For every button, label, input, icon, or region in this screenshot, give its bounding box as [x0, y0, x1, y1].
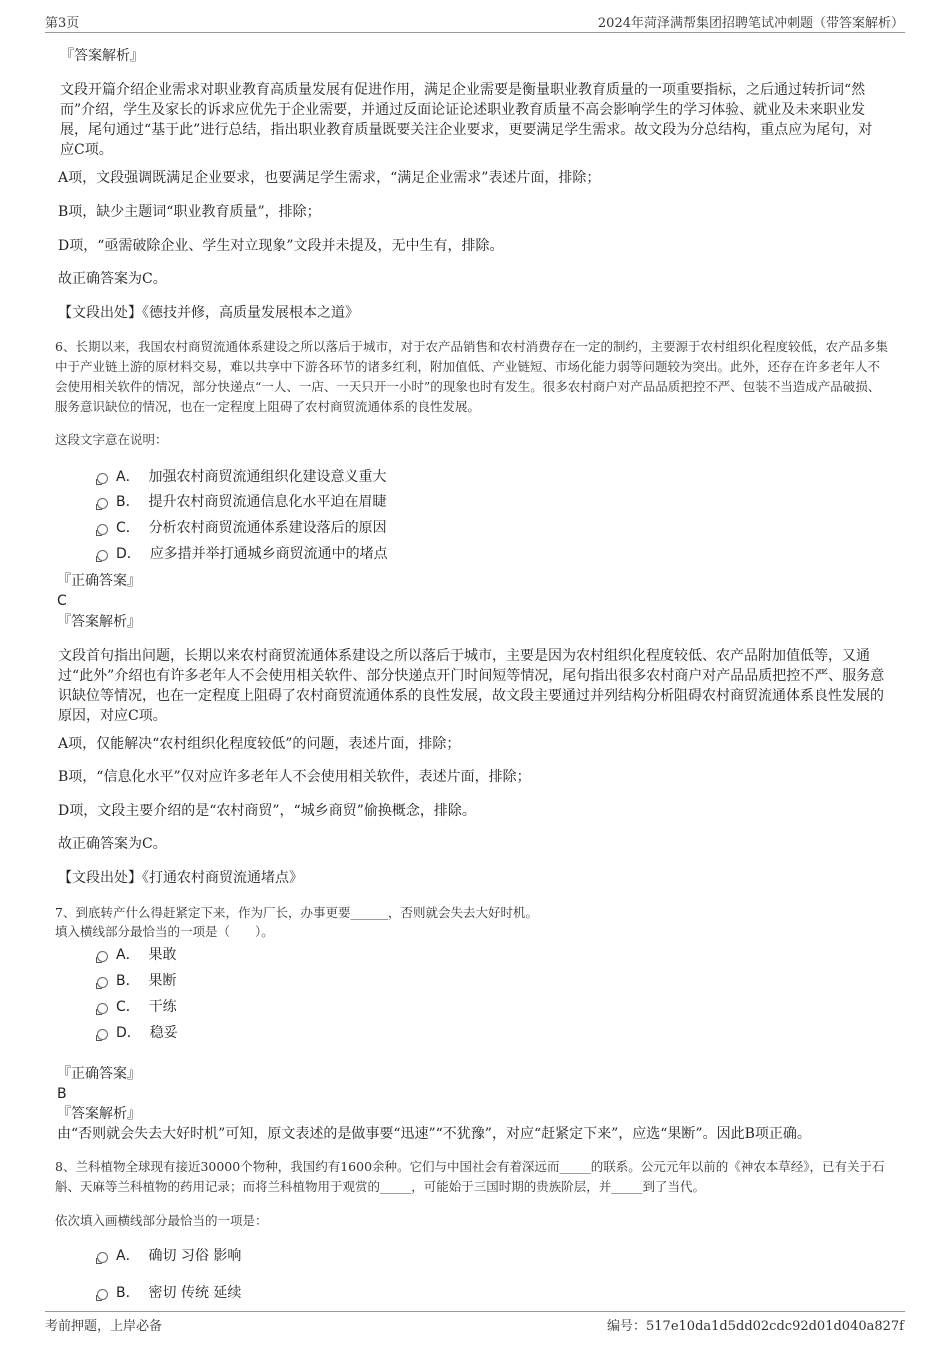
option-text: 稳妥 [149, 1025, 178, 1041]
radio-icon[interactable] [97, 473, 108, 484]
radio-icon[interactable] [97, 977, 108, 988]
q7-prompt: 填入横线部分最恰当的一项是（ ）。 [55, 924, 274, 939]
radio-icon[interactable] [97, 1029, 108, 1040]
q7-option-c[interactable] [97, 997, 177, 1017]
q7-stem: 7、到底转产什么得赶紧定下来，作为厂长，办事更要______，否则就会失去大好时机。 [55, 905, 538, 920]
q8-stem: 8、兰科植物全球现有接近30000个物种，我国约有1600余种。它们与中国社会有着深远而_____的联系。公元元年以前的《神农本草经》，已有关于石斛、天麻等兰科植物的药用记录；而将兰科植物用于观赏的_____，可能始于三国时期的贵族阶层，并_____到了当代。 [55, 1159, 885, 1194]
q7-option-d[interactable] [97, 1023, 178, 1043]
q6-option-a[interactable] [97, 467, 386, 487]
option-letter: D． [116, 546, 141, 562]
q6-analysis-text: 文段首句指出问题，长期以来农村商贸流通体系建设之所以落后于城市，主要是因为农村组织化程度较低、农产品附加值低等，又通过“此外”介绍也有许多老年人不会使用相关软件、部分快递点开门时间短等情况，尾句指出很多农村商户对产品品质把控不严、服务意识缺位等情况，也在一定程度上阻碍了农村商贸流通体系的良性发展，故文段主要通过并列结构分析阻碍农村商贸流通体系良性发展的原因，对应C项。 [58, 648, 885, 724]
q7-analysis-label: 『答案解析』 [57, 1106, 141, 1122]
option-text: 果敢 [148, 947, 177, 963]
q6-answer: C [57, 593, 67, 609]
option-letter: D． [116, 1025, 141, 1041]
radio-icon[interactable] [97, 1289, 108, 1300]
radio-icon[interactable] [97, 951, 108, 962]
option-text: 提升农村商贸流通信息化水平迫在眉睫 [148, 494, 387, 510]
option-text: 分析农村商贸流通体系建设落后的原因 [148, 520, 387, 536]
radio-icon[interactable] [97, 498, 108, 509]
q6-source: 【文段出处】《打通农村商贸流通堵点》 [58, 870, 303, 886]
q5-conclusion: 故正确答案为C。 [58, 271, 167, 287]
q6-option-d-note: D项，文段主要介绍的是“农村商贸”，“城乡商贸”偷换概念，排除。 [58, 803, 476, 819]
q6-option-b-note: B项，“信息化水平”仅对应许多老年人不会使用相关软件，表述片面，排除； [58, 769, 531, 785]
option-text: 果断 [148, 973, 177, 989]
option-letter: B． [116, 494, 140, 510]
q7-option-b[interactable] [97, 971, 177, 991]
q5-source: 【文段出处】《德技并修，高质量发展根本之道》 [58, 305, 359, 321]
radio-icon[interactable] [97, 550, 108, 561]
option-text: 密切 传统 延续 [148, 1285, 242, 1301]
q6-conclusion: 故正确答案为C。 [58, 836, 167, 852]
option-letter: A． [116, 469, 140, 485]
q6-analysis-label: 『答案解析』 [57, 614, 141, 630]
q5-option-b-note: B项，缺少主题词“职业教育质量”，排除； [58, 204, 321, 220]
q6-prompt: 这段文字意在说明： [55, 432, 168, 447]
q6-option-a-note: A项，仅能解决“农村组织化程度较低”的问题，表述片面，排除； [58, 736, 461, 752]
document-code: 编号：517e10da1d5dd02cdc92d01d040a827f [607, 1319, 904, 1334]
header-divider [45, 32, 905, 33]
option-text: 应多措并举打通城乡商贸流通中的堵点 [149, 546, 388, 562]
option-text: 确切 习俗 影响 [148, 1248, 242, 1264]
q6-answer-label: 『正确答案』 [57, 573, 141, 589]
option-text: 干练 [148, 999, 177, 1015]
option-letter: B． [116, 1285, 140, 1301]
q7-analysis-text: 由“否则就会失去大好时机”可知，原文表述的是做事要“迅速”“不犹豫”，对应“赶紧定下来”，应选“果断”。因此B项正确。 [57, 1126, 811, 1142]
q7-answer: B [57, 1086, 67, 1102]
footer-slogan: 考前押题，上岸必备 [45, 1319, 163, 1334]
q6-option-d[interactable] [97, 544, 388, 564]
q8-prompt: 依次填入画横线部分最恰当的一项是： [55, 1213, 268, 1228]
radio-icon[interactable] [97, 1252, 108, 1263]
page-number: 第3页 [45, 16, 80, 31]
option-letter: A． [116, 947, 140, 963]
q5-analysis-text: 文段开篇介绍企业需求对职业教育高质量发展有促进作用，满足企业需要是衡量职业教育质量的一项重要指标，之后通过转折词“然而”介绍，学生及家长的诉求应优先于企业需要，并通过反面论证论述职业教育质量不高会影响学生的学习体验、就业及未来职业发展，尾句通过“基于此”进行总结，指出职业教育质量既要关注企业要求，更要满足学生需求。故文段为分总结构，重点应为尾句，对应C项。 [60, 82, 873, 158]
q7-option-a[interactable] [97, 945, 176, 965]
q5-analysis-label: 『答案解析』 [60, 48, 144, 64]
q6-option-c[interactable] [97, 518, 387, 538]
q6-option-b[interactable] [97, 492, 387, 512]
q7-answer-label: 『正确答案』 [57, 1066, 141, 1082]
option-letter: A． [116, 1248, 140, 1264]
q8-option-b[interactable] [97, 1283, 241, 1303]
document-title: 2024年菏泽满帮集团招聘笔试冲刺题（带答案解析） [597, 16, 904, 31]
option-letter: C． [116, 999, 140, 1015]
option-letter: B． [116, 973, 140, 989]
q8-option-a[interactable] [97, 1246, 241, 1266]
option-letter: C． [116, 520, 140, 536]
q5-option-d-note: D项，“亟需破除企业、学生对立现象”文段并未提及，无中生有，排除。 [58, 238, 504, 254]
q6-stem: 6、长期以来，我国农村商贸流通体系建设之所以落后于城市，对于农产品销售和农村消费存在一定的制约，主要源于农村组织化程度较低，农产品多集中于产业链上游的原材料交易，难以共享中下游各环节的诸多红利，附加值低、产业链短、市场化能力弱等问题较为突出。此外，还存在许多老年人不会使用相关软件的情况，部分快递点“一人、一店、一天只开一小时”的现象也时有发生。很多农村商户对产品品质把控不严、包装不当造成产品破损、服务意识缺位的情况，也在一定程度上阻碍了农村商贸流通体系的良性发展。 [55, 339, 888, 414]
option-text: 加强农村商贸流通组织化建设意义重大 [148, 469, 387, 485]
q5-option-a-note: A项，文段强调既满足企业要求，也要满足学生需求，“满足企业需求”表述片面，排除； [58, 170, 601, 186]
footer-divider [45, 1311, 905, 1312]
radio-icon[interactable] [97, 1003, 108, 1014]
radio-icon[interactable] [97, 524, 108, 535]
